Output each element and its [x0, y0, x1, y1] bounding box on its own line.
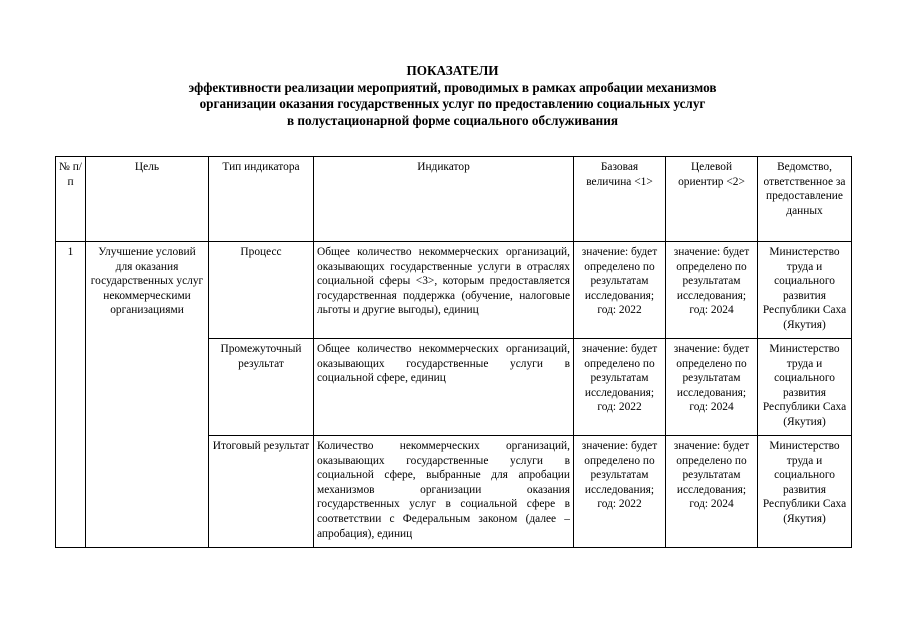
table-row: [56, 242, 852, 339]
indicator-text: Общее количество некоммерческих организаций, оказывающих государственные услуги в отраслях социальной сферы <3>, которым предоставляется государственная поддержка (обучение, налоговые льготы и другие выгоды), единиц: [314, 242, 574, 339]
header-indicator: Индикатор: [314, 157, 574, 242]
title-line-3: организации оказания государственных услуг по предоставлению социальных услуг: [199, 96, 706, 111]
target-value: значение: будет определено по результатам исследования; год: 2024: [666, 339, 758, 436]
title-line-1: ПОКАЗАТЕЛИ: [406, 63, 499, 78]
header-target: Целевой ориентир <2>: [666, 157, 758, 242]
indicators-table: [55, 156, 852, 548]
table-header-row: [56, 157, 852, 242]
header-num: № п/п: [56, 157, 86, 242]
row-num: 1: [56, 242, 86, 548]
responsible-agency: Министерство труда и социального развития Республики Саха (Якутия): [758, 242, 852, 339]
title-line-2: эффективности реализации мероприятий, проводимых в рамках апробации механизмов: [188, 79, 717, 95]
base-value: значение: будет определено по результатам исследования; год: 2022: [574, 339, 666, 436]
indicator-type: Промежуточный результат: [209, 339, 314, 436]
header-agency: Ведомство, ответственное за предоставление данных: [758, 157, 852, 242]
title-line-4: в полустационарной форме социального обслуживания: [286, 112, 619, 128]
header-base: Базовая величина <1>: [574, 157, 666, 242]
indicator-text: Общее количество некоммерческих организаций, оказывающих государственные услуги в социальной сфере, единиц: [314, 339, 574, 436]
header-goal: Цель: [86, 157, 209, 242]
indicator-text: Количество некоммерческих организаций, оказывающих государственные услуги в социальной сфере, выбранные для апробации механизмов организации оказания государственных услуг в социальной сфере в соответствии с Федеральным законом (далее – апробация), единиц: [314, 436, 574, 548]
indicator-type: Итоговый результат: [209, 436, 314, 548]
document-title: [0, 63, 905, 129]
base-value: значение: будет определено по результатам исследования; год: 2022: [574, 436, 666, 548]
target-value: значение: будет определено по результатам исследования; год: 2024: [666, 242, 758, 339]
responsible-agency: Министерство труда и социального развития Республики Саха (Якутия): [758, 339, 852, 436]
base-value: значение: будет определено по результатам исследования; год: 2022: [574, 242, 666, 339]
header-type: Тип индикатора: [209, 157, 314, 242]
target-value: значение: будет определено по результатам исследования; год: 2024: [666, 436, 758, 548]
indicator-type: Процесс: [209, 242, 314, 339]
responsible-agency: Министерство труда и социального развития Республики Саха (Якутия): [758, 436, 852, 548]
row-goal: Улучшение условий для оказания государственных услуг некоммерческими организациями: [86, 242, 209, 548]
